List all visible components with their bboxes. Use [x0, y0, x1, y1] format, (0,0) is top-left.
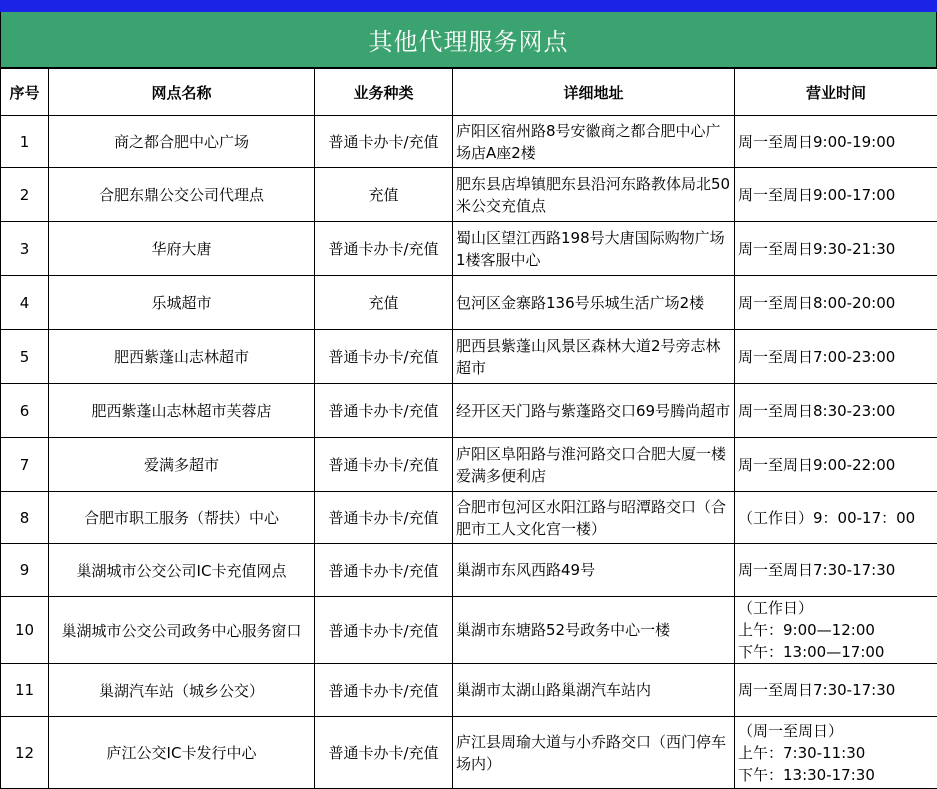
cell-no: 7	[1, 438, 49, 492]
cell-hours	[735, 438, 937, 492]
hours-line: 周一至周日7:30-17:30	[738, 679, 934, 701]
cell-address: 经开区天门路与紫蓬路交口69号腾尚超市	[453, 384, 735, 438]
cell-name: 庐江公交IC卡发行中心	[49, 717, 315, 789]
cell-address: 包河区金寨路136号乐城生活广场2楼	[453, 276, 735, 330]
table-row	[1, 222, 937, 276]
cell-type: 充值	[315, 276, 453, 330]
cell-hours	[735, 330, 937, 384]
hours-line: 周一至周日9:30-21:30	[738, 238, 934, 260]
cell-type: 普通卡办卡/充值	[315, 597, 453, 664]
cell-hours	[735, 597, 937, 664]
hours-line: 周一至周日7:00-23:00	[738, 346, 934, 368]
header-address: 详细地址	[453, 69, 735, 116]
cell-address: 庐阳区宿州路8号安徽商之都合肥中心广场店A座2楼	[453, 116, 735, 168]
table-row	[1, 384, 937, 438]
cell-type: 普通卡办卡/充值	[315, 664, 453, 717]
table-row	[1, 492, 937, 544]
table-row	[1, 544, 937, 597]
cell-no: 12	[1, 717, 49, 789]
cell-no: 1	[1, 116, 49, 168]
cell-hours	[735, 276, 937, 330]
table-row	[1, 168, 937, 222]
cell-no: 5	[1, 330, 49, 384]
hours-line: 周一至周日8:00-20:00	[738, 292, 934, 314]
header-name: 网点名称	[49, 69, 315, 116]
cell-no: 6	[1, 384, 49, 438]
cell-hours	[735, 664, 937, 717]
cell-address: 巢湖市东塘路52号政务中心一楼	[453, 597, 735, 664]
cell-name: 华府大唐	[49, 222, 315, 276]
hours-line: 上午：7:30-11:30	[738, 742, 934, 764]
table-row	[1, 597, 937, 664]
header-type: 业务种类	[315, 69, 453, 116]
cell-type: 普通卡办卡/充值	[315, 116, 453, 168]
table-row	[1, 116, 937, 168]
top-accent-bar	[0, 0, 937, 12]
hours-line: 周一至周日8:30-23:00	[738, 400, 934, 422]
cell-type: 普通卡办卡/充值	[315, 330, 453, 384]
cell-hours	[735, 222, 937, 276]
cell-hours	[735, 384, 937, 438]
header-hours: 营业时间	[735, 69, 937, 116]
hours-line: 下午：13:30-17:30	[738, 764, 934, 786]
hours-line: 周一至周日9:00-22:00	[738, 454, 934, 476]
cell-no: 4	[1, 276, 49, 330]
table-row	[1, 330, 937, 384]
cell-address: 庐江县周瑜大道与小乔路交口（西门停车场内）	[453, 717, 735, 789]
header-no: 序号	[1, 69, 49, 116]
table-header-row	[1, 69, 937, 116]
cell-no: 8	[1, 492, 49, 544]
service-points-table	[0, 68, 937, 789]
cell-name: 乐城超市	[49, 276, 315, 330]
hours-line: （工作日）9：00-17：00	[738, 507, 934, 529]
table-row	[1, 664, 937, 717]
cell-address: 庐阳区阜阳路与淮河路交口合肥大厦一楼爱满多便利店	[453, 438, 735, 492]
cell-name: 巢湖城市公交公司IC卡充值网点	[49, 544, 315, 597]
cell-hours	[735, 717, 937, 789]
cell-type: 普通卡办卡/充值	[315, 544, 453, 597]
cell-name: 肥西紫蓬山志林超市	[49, 330, 315, 384]
cell-no: 3	[1, 222, 49, 276]
cell-address: 肥东县店埠镇肥东县沿河东路教体局北50米公交充值点	[453, 168, 735, 222]
cell-type: 普通卡办卡/充值	[315, 384, 453, 438]
cell-name: 合肥东鼎公交公司代理点	[49, 168, 315, 222]
hours-line: 周一至周日9:00-19:00	[738, 131, 934, 153]
cell-type: 充值	[315, 168, 453, 222]
table-body	[1, 116, 937, 789]
cell-type: 普通卡办卡/充值	[315, 438, 453, 492]
cell-address: 巢湖市太湖山路巢湖汽车站内	[453, 664, 735, 717]
cell-no: 11	[1, 664, 49, 717]
hours-line: 周一至周日7:30-17:30	[738, 559, 934, 581]
cell-name: 巢湖汽车站（城乡公交）	[49, 664, 315, 717]
hours-line: （工作日）	[738, 597, 934, 619]
cell-hours	[735, 116, 937, 168]
hours-line: 周一至周日9:00-17:00	[738, 184, 934, 206]
cell-name: 爱满多超市	[49, 438, 315, 492]
hours-line: （周一至周日）	[738, 720, 934, 742]
cell-no: 9	[1, 544, 49, 597]
cell-address: 合肥市包河区水阳江路与昭潭路交口（合肥市工人文化宫一楼）	[453, 492, 735, 544]
cell-address: 巢湖市东风西路49号	[453, 544, 735, 597]
cell-hours	[735, 544, 937, 597]
cell-type: 普通卡办卡/充值	[315, 492, 453, 544]
cell-type: 普通卡办卡/充值	[315, 222, 453, 276]
cell-hours	[735, 168, 937, 222]
hours-line: 下午：13:00—17:00	[738, 641, 934, 663]
table-row	[1, 438, 937, 492]
cell-name: 合肥市职工服务（帮扶）中心	[49, 492, 315, 544]
cell-name: 商之都合肥中心广场	[49, 116, 315, 168]
page-title: 其他代理服务网点	[0, 12, 937, 68]
cell-no: 10	[1, 597, 49, 664]
cell-hours	[735, 492, 937, 544]
table-row	[1, 276, 937, 330]
cell-address: 肥西县紫蓬山风景区森林大道2号旁志林超市	[453, 330, 735, 384]
cell-name: 肥西紫蓬山志林超市芙蓉店	[49, 384, 315, 438]
cell-type: 普通卡办卡/充值	[315, 717, 453, 789]
hours-line: 上午：9:00—12:00	[738, 619, 934, 641]
table-row	[1, 717, 937, 789]
cell-name: 巢湖城市公交公司政务中心服务窗口	[49, 597, 315, 664]
cell-address: 蜀山区望江西路198号大唐国际购物广场1楼客服中心	[453, 222, 735, 276]
cell-no: 2	[1, 168, 49, 222]
